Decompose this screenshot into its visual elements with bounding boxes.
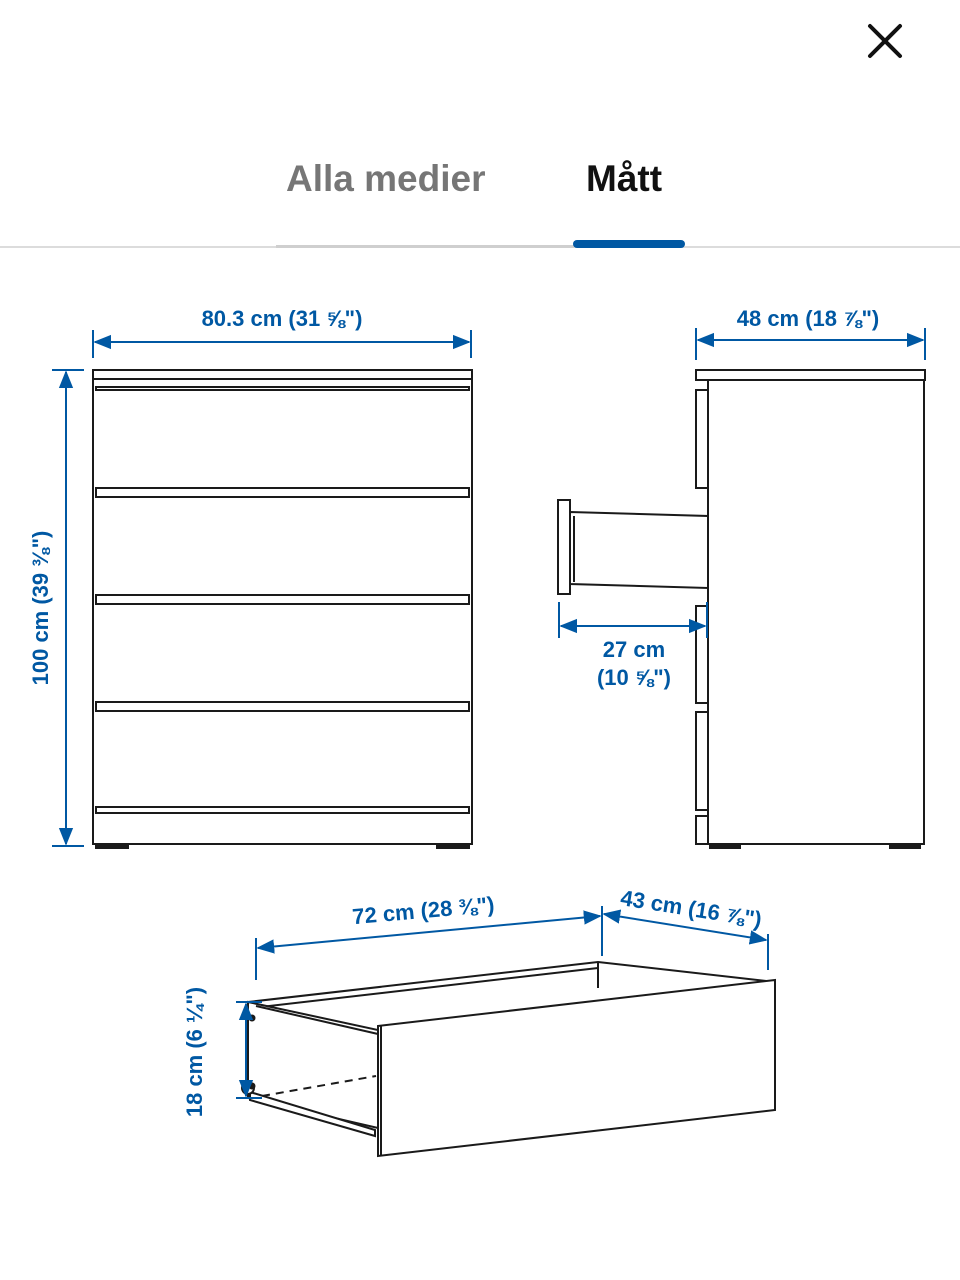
tab-dimensions[interactable]: Mått [586, 158, 663, 199]
depth-dimension-line [696, 328, 925, 360]
chest-height-label: 100 cm (39 ⅜") [28, 530, 53, 686]
dimension-drawing [0, 250, 960, 1280]
tab-all-media[interactable]: Alla medier [286, 158, 486, 199]
extension-cm-label: 27 cm [602, 637, 666, 662]
drawer-depth-label: 43 cm (16 ⅞") [618, 885, 764, 933]
height-dimension-line [52, 370, 84, 846]
drawer-width-label: 72 cm (28 ⅜") [351, 891, 496, 930]
drawer-height-label: 18 cm (6 ¼") [182, 986, 207, 1118]
active-tab-indicator [573, 240, 685, 248]
drawer-isometric [242, 962, 775, 1156]
tabs-divider-segment [276, 245, 574, 248]
chest-depth-label: 48 cm (18 ⅞") [736, 306, 880, 331]
side-view [558, 370, 925, 848]
chest-width-label: 80.3 cm (31 ⅝") [201, 306, 363, 331]
width-dimension-line [93, 330, 471, 358]
media-tabs [0, 0, 960, 250]
front-view [93, 370, 472, 848]
extension-in-label: (10 ⅝") [596, 665, 672, 690]
extension-dimension-line [559, 602, 707, 638]
